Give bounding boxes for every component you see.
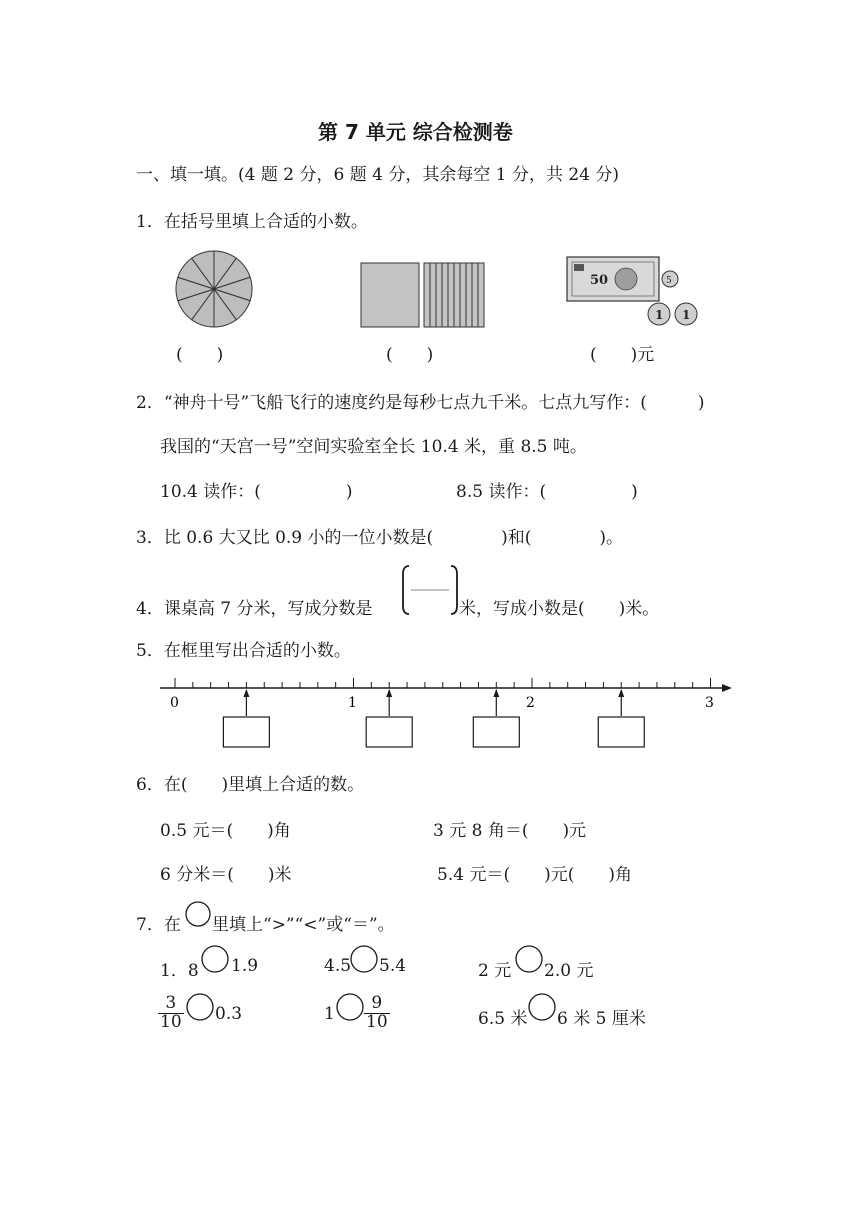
number-line-figure [150, 670, 740, 755]
compare-circle-blank[interactable] [200, 944, 230, 974]
question-5-text: 5．在框里写出合适的小数。 [136, 641, 351, 661]
fraction-numerator: 3 [158, 995, 184, 1014]
section-heading: 一、填一填。(4 题 2 分，6 题 4 分，其余每空 1 分，共 24 分) [136, 165, 620, 185]
question-6-a: 0.5 元＝( )角 [160, 821, 291, 841]
answer-box [598, 717, 644, 747]
answer-blank-pie[interactable]: ( ) [176, 345, 224, 365]
question-2-line1: 2．“神舟十号”飞船飞行的速度约是每秒七点九千米。七点九写作：( ) [136, 393, 705, 413]
page-title: 第 7 单元 综合检测卷 [318, 120, 513, 144]
question-3-text: 3．比 0.6 大又比 0.9 小的一位小数是( )和( )。 [136, 528, 624, 548]
banknote-value: 50 [590, 273, 609, 288]
q7-r1c-right: 2.0 元 [544, 961, 594, 981]
fraction-pie-figure [174, 249, 254, 329]
question-6-text: 6．在( )里填上合适的数。 [136, 775, 365, 795]
compare-circle-blank[interactable] [349, 944, 379, 974]
coin-5-label: 5 [666, 276, 672, 286]
arrow-up-icon [243, 689, 249, 697]
arrow-up-icon [386, 689, 392, 697]
fraction-numerator: 9 [364, 995, 390, 1014]
tick-label-2: 2 [526, 695, 535, 711]
answer-box [366, 717, 412, 747]
tenth-strip [436, 263, 442, 327]
q7-r2a-right: 0.3 [215, 1004, 243, 1024]
q7-r1a-right: 1.9 [231, 956, 259, 976]
q7-r2b-fraction [364, 995, 390, 1032]
question-6-d: 5.4 元＝( )元( )角 [437, 865, 632, 885]
tenth-strip [472, 263, 478, 327]
tenth-strip [454, 263, 460, 327]
q7-r1a-left: 1．8 [160, 961, 199, 981]
coin-1-label-a: 1 [655, 308, 664, 322]
answer-box [223, 717, 269, 747]
fraction-denominator: 10 [160, 1011, 182, 1032]
tenth-strip [430, 263, 436, 327]
compare-circle-blank[interactable] [527, 992, 557, 1022]
q7-r1c-left: 2 元 [478, 961, 512, 981]
answer-blank-money[interactable]: ( )元 [590, 345, 655, 365]
tenth-strip [442, 263, 448, 327]
answer-blank-square[interactable]: ( ) [386, 345, 434, 365]
question-2-read-a: 10.4 读作：( ) [160, 482, 353, 502]
q7-r2c-right: 6 米 5 厘米 [557, 1009, 646, 1029]
tick-label-3: 3 [705, 695, 714, 711]
money-figure [566, 256, 706, 331]
answer-box [473, 717, 519, 747]
question-4-before: 4．课桌高 7 分米，写成分数是 [136, 599, 373, 619]
question-6-b: 3 元 8 角＝( )元 [433, 821, 587, 841]
tenth-strip [424, 263, 430, 327]
arrow-right-icon [722, 684, 732, 692]
question-1-text: 1．在括号里填上合适的小数。 [136, 212, 368, 232]
tenth-strip [448, 263, 454, 327]
arrow-up-icon [618, 689, 624, 697]
compare-circle-blank[interactable] [185, 992, 215, 1022]
question-2-line2: 我国的“天宫一号”空间实验室全长 10.4 米，重 8.5 吨。 [160, 437, 587, 457]
question-7-before: 7．在 [136, 915, 181, 935]
fraction-blank-box[interactable] [401, 564, 459, 616]
tenth-strip [478, 263, 484, 327]
q7-r2a-fraction [158, 995, 184, 1032]
compare-circle-icon [184, 900, 212, 928]
question-6-c: 6 分米＝( )米 [160, 865, 292, 885]
banknote-icon [567, 257, 659, 301]
compare-circle-blank[interactable] [335, 992, 365, 1022]
question-7-after: 里填上“>”“<”或“＝”。 [212, 915, 395, 935]
q7-r1b-right: 5.4 [379, 956, 407, 976]
question-2-read-b: 8.5 读作：( ) [456, 482, 638, 502]
tenth-strip [466, 263, 472, 327]
q7-r1b-left: 4.5 [324, 956, 352, 976]
q7-r2b-left: 1 [324, 1004, 335, 1024]
compare-circle-blank[interactable] [514, 944, 544, 974]
square-and-strips-figure [360, 262, 486, 330]
tick-label-1: 1 [348, 695, 357, 711]
arrow-up-icon [493, 689, 499, 697]
fraction-denominator: 10 [366, 1011, 388, 1032]
coin-1-label-b: 1 [682, 308, 691, 322]
q7-r2c-left: 6.5 米 [478, 1009, 528, 1029]
tenth-strip [460, 263, 466, 327]
question-4-after: 米，写成小数是( )米。 [459, 599, 660, 619]
tick-label-0: 0 [170, 695, 179, 711]
